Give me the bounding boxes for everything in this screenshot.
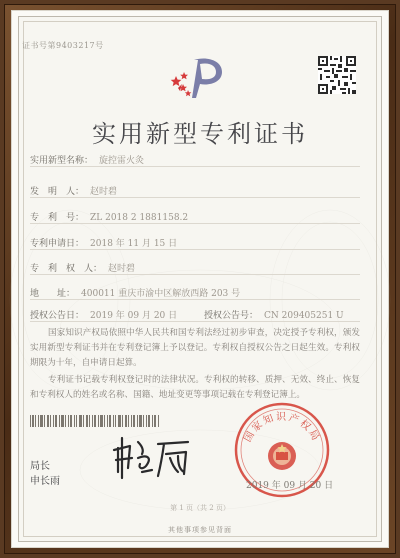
field-grant-date (30, 308, 177, 321)
grant-statement: 国家知识产权局依照中华人民共和国专利法经过初步审查，决定授予专利权，颁发实用新型专利证书并在专利登记簿上予以登记。专利权自授权公告之日起生效。专利权期限为十年，自申请日起算。 (30, 328, 360, 368)
qr-code-icon (318, 56, 356, 94)
field-value: CN 209405251 U (264, 311, 344, 321)
field-grant-number (204, 308, 344, 321)
barcode-icon (30, 415, 160, 427)
field-value: 2019 年 09 月 20 日 (90, 311, 178, 321)
divider (30, 223, 360, 224)
cnipa-logo-icon (170, 54, 226, 100)
field-label: 实用新型名称： (30, 156, 94, 166)
field-label: 地 址： (30, 289, 76, 299)
certificate-title: 实用新型专利证书 (92, 120, 308, 148)
divider (30, 274, 360, 275)
seal-text: 国家知识产权局 (242, 412, 322, 445)
legal-status-note: 专利证书记载专利权登记时的法律状况。专利权的转移、质押、无效、终止、恢复和专利权人的姓名或名称、国籍、地址变更等事项记载在专利登记簿上。 (30, 375, 360, 400)
field-patent-number (30, 210, 188, 223)
field-label: 授权公告日： (30, 311, 85, 321)
divider (30, 197, 360, 198)
field-label: 专利申请日： (30, 239, 85, 249)
svg-text:国家知识产权局 (242, 411, 323, 444)
field-value: ZL 2018 2 1881158.2 (90, 213, 189, 223)
field-value: 赵时碧 (108, 264, 136, 274)
field-label: 发 明 人： (30, 187, 85, 197)
certificate-number: 证书号第9403217号 (22, 41, 104, 50)
seal-date: 2019 年 09 月 20 日 (246, 481, 334, 491)
signer-title: 局长 (30, 461, 50, 472)
footer-note: 其他事项参见背面 (168, 526, 232, 534)
divider (30, 166, 360, 167)
field-value: 400011 重庆市渝中区解放西路 203 号 (81, 289, 241, 299)
field-address (30, 286, 240, 299)
divider (30, 321, 360, 322)
page-number: 第 1 页（共 2 页） (170, 504, 230, 512)
field-inventor (30, 184, 117, 197)
field-label: 专 利 权 人： (30, 264, 103, 274)
divider (30, 299, 360, 300)
field-utility-model-name (30, 153, 144, 166)
field-value: 赵时碧 (90, 187, 118, 197)
field-value: 旋控雷火灸 (99, 156, 145, 166)
field-label: 授权公告号： (204, 311, 259, 321)
field-application-date (30, 236, 177, 249)
signature-icon (108, 428, 198, 484)
field-patentee (30, 261, 135, 274)
divider (30, 249, 360, 250)
field-label: 专 利 号： (30, 213, 85, 223)
field-value: 2018 年 11 月 15 日 (90, 239, 178, 249)
signer-name: 申长雨 (30, 476, 60, 487)
